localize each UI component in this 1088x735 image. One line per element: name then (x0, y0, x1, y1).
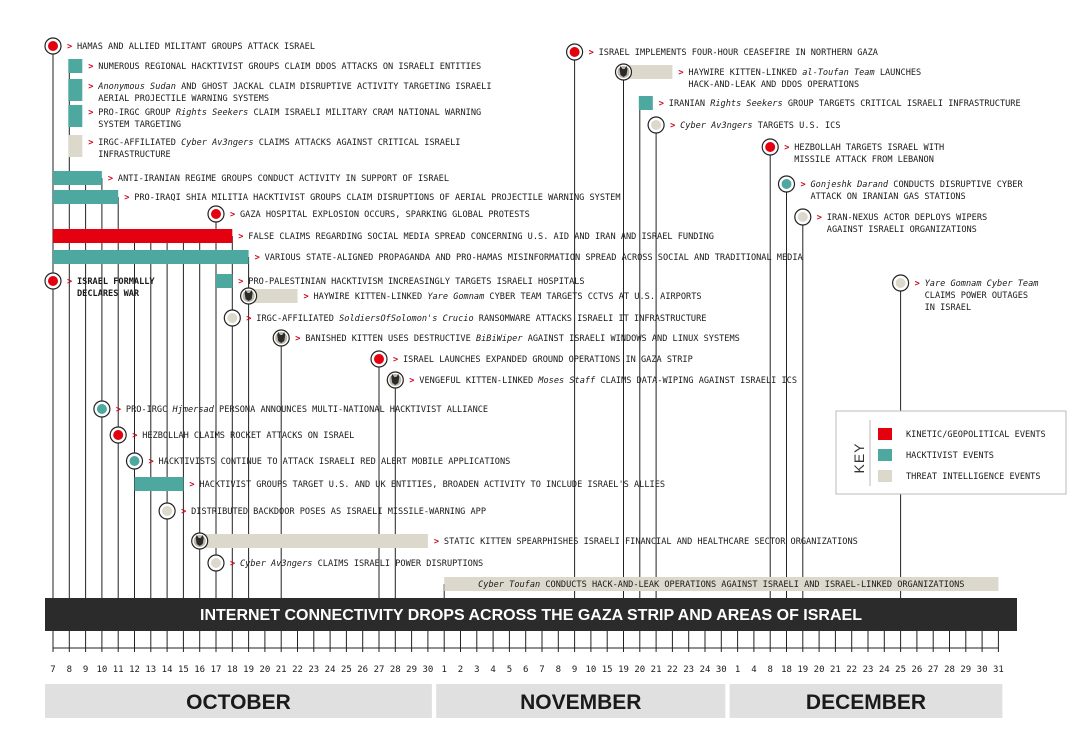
tick-label: 30 (976, 665, 988, 675)
event-marker-dot (227, 313, 237, 323)
event-label: VENGEFUL KITTEN-LINKED Moses Staff CLAIMS DATA-WIPING AGAINST ISRAELI ICS (419, 376, 798, 386)
event-label: Yare Gomnam Cyber Team CLAIMS POWER OUTAGES IN ISRAEL (924, 279, 1039, 313)
event-arrow: > (189, 480, 195, 490)
timeline-event (216, 274, 585, 288)
event-label: BANISHED KITTEN USES DESTRUCTIVE BiBiWiper AGAINST ISRAELI WINDOWS AND LINUX SYSTEMS (305, 334, 740, 344)
tick-label: 27 (927, 665, 939, 675)
tick-label: 22 (292, 665, 303, 675)
event-arrow: > (88, 108, 94, 118)
event-label: PRO-IRAQI SHIA MILITIA HACKTIVIST GROUPS CLAIM DISRUPTIONS OF AERIAL PROJECTILE WARNING SYSTEM (134, 193, 621, 203)
timeline-event (208, 206, 530, 222)
event-arrow: > (88, 138, 94, 148)
event-arrow: > (433, 537, 440, 547)
event-marker-dot (374, 354, 384, 364)
tick-label: 14 (161, 665, 173, 675)
event-bar (68, 79, 82, 101)
tick-label: 4 (490, 665, 496, 675)
tick-label: 24 (878, 665, 890, 675)
timeline-event (387, 372, 797, 388)
event-marker-dot (162, 506, 172, 516)
tick-label: 15 (177, 665, 189, 675)
event-label: HAYWIRE KITTEN-LINKED Yare Gomnam CYBER TEAM TARGETS CCTVS AT U.S. AIRPORTS (313, 292, 702, 302)
event-arrow: > (132, 431, 138, 441)
tick-label: 10 (96, 665, 108, 675)
event-label: FALSE CLAIMS REGARDING SOCIAL MEDIA SPREAD CONCERNING U.S. AID AND IRAN AND ISRAEL FUNDING (248, 232, 714, 242)
event-label: IRANIAN Rights Seekers GROUP TARGETS CRITICAL ISRAELI INFRASTRUCTURE (668, 99, 1021, 109)
event-label: HEZBOLLAH CLAIMS ROCKET ATTACKS ON ISRAEL (142, 431, 355, 441)
timeline-event (45, 38, 315, 54)
timeline-event (192, 533, 858, 549)
tick-label: 19 (618, 665, 629, 675)
event-label: ISRAEL LAUNCHES EXPANDED GROUND OPERATIONS IN GAZA STRIP (403, 355, 693, 365)
tick-label: 23 (683, 665, 695, 675)
timeline-event (639, 96, 1021, 110)
event-label: HACKTIVIST GROUPS TARGET U.S. AND UK ENTITIES, BROADEN ACTIVITY TO INCLUDE ISRAEL'S ALLIES (199, 480, 666, 490)
tick-label: 26 (911, 665, 923, 675)
timeline-event (371, 351, 693, 367)
tick-label: 19 (243, 665, 255, 675)
tick-label: 16 (194, 665, 206, 675)
tick-label: 24 (699, 665, 711, 675)
event-bar (68, 59, 82, 73)
event-arrow: > (246, 314, 252, 324)
legend-swatch (878, 449, 892, 461)
event-label: NUMEROUS REGIONAL HACKTIVIST GROUPS CLAIM DDOS ATTACKS ON ISRAELI ENTITIES (98, 62, 482, 72)
event-arrow: > (124, 193, 130, 203)
legend-label: THREAT INTELLIGENCE EVENTS (906, 472, 1041, 482)
tick-label: 3 (474, 665, 480, 675)
event-label: DISTRIBUTED BACKDOOR POSES AS ISRAELI MISSILE-WARNING APP (191, 507, 487, 517)
timeline-event (68, 105, 481, 130)
event-label: Cyber Av3ngers TARGETS U.S. ICS (680, 121, 841, 131)
event-arrow: > (816, 213, 822, 223)
tick-label: 23 (308, 665, 320, 675)
event-bar (68, 105, 82, 127)
tick-label: 21 (829, 665, 841, 675)
event-arrow: > (88, 82, 94, 92)
timeline-event (68, 135, 460, 160)
event-arrow: > (393, 355, 399, 365)
tick-label: 1 (441, 665, 447, 675)
tick-label: 5 (506, 665, 513, 675)
tick-label: 20 (259, 665, 271, 675)
tick-label: 23 (862, 665, 874, 675)
legend-key (836, 411, 1066, 494)
timeline-event (127, 453, 511, 469)
timeline-event (53, 171, 449, 185)
event-bar (53, 190, 118, 204)
legend-label: HACKTIVIST EVENTS (906, 451, 994, 461)
event-label: STATIC KITTEN SPEARPHISHES ISRAELI FINANCIAL AND HEALTHCARE SECTOR ORGANIZATIONS (443, 537, 858, 547)
connectivity-banner-text: INTERNET CONNECTIVITY DROPS ACROSS THE GAZA STRIP AND AREAS OF ISRAEL (200, 607, 862, 624)
event-label: Cyber Av3ngers CLAIMS ISRAELI POWER DISRUPTIONS (240, 559, 484, 569)
timeline-event (68, 79, 491, 104)
tick-label: 29 (406, 665, 418, 675)
tick-label: 8 (555, 665, 562, 675)
event-label: PRO-PALESTINIAN HACKTIVISM INCREASINGLY TARGETS ISRAELI HOSPITALS (248, 277, 585, 287)
tick-label: 21 (650, 665, 662, 675)
timeline-event (273, 330, 740, 346)
event-arrow: > (107, 174, 114, 184)
event-arrow: > (678, 68, 684, 78)
event-label: PRO-IRGC GROUP Rights Seekers CLAIM ISRAELI MILITARY CRAM NATIONAL WARNING SYSTEM TARGETING (98, 108, 482, 130)
timeline-event (241, 288, 702, 304)
event-bar (135, 477, 184, 491)
event-bar (53, 250, 249, 264)
tick-label: 25 (340, 665, 352, 675)
event-marker-dot (48, 276, 58, 286)
tick-label: 21 (275, 665, 287, 675)
event-arrow: > (238, 232, 244, 242)
tick-label: 6 (522, 665, 529, 675)
event-arrow: > (238, 277, 244, 287)
tick-label: 19 (797, 665, 809, 675)
event-marker-dot (211, 558, 221, 568)
tick-label: 20 (813, 665, 825, 675)
month-label: DECEMBER (805, 691, 927, 714)
timeline-event (616, 64, 922, 90)
event-marker-dot (896, 278, 906, 288)
timeline-event (45, 273, 155, 299)
event-label: HACKTIVISTS CONTINUE TO ATTACK ISRAELI RED ALERT MOBILE APPLICATIONS (158, 457, 511, 467)
timeline-event (53, 250, 804, 264)
timeline-event (94, 401, 488, 417)
tick-label: 30 (422, 665, 434, 675)
tick-label: 30 (715, 665, 727, 675)
tick-label: 22 (846, 665, 858, 675)
event-arrow: > (588, 48, 594, 58)
timeline-event (567, 44, 879, 60)
event-label: PRO-IRGC Hjmersad PERSONA ANNOUNCES MULTI-NATIONAL HACKTIVIST ALLIANCE (125, 405, 489, 415)
event-arrow: > (230, 210, 236, 220)
tick-label: 9 (571, 665, 578, 675)
event-bar (53, 229, 232, 243)
event-arrow: > (409, 376, 415, 386)
event-marker-dot (782, 179, 792, 189)
month-labels (45, 684, 1002, 718)
timeline-event (795, 209, 987, 235)
timeline-event (159, 503, 486, 519)
event-label: IRGC-AFFILIATED SoldiersOfSolomon's Crucio RANSOMWARE ATTACKS ISRAELI IT INFRASTRUCTURE (256, 314, 707, 324)
month-label: NOVEMBER (520, 691, 642, 714)
event-arrow: > (295, 334, 301, 344)
tick-label: 18 (781, 665, 792, 675)
tick-label: 31 (992, 665, 1004, 675)
timeline-event (444, 577, 998, 591)
event-arrow: > (670, 121, 676, 131)
event-label: ISRAEL IMPLEMENTS FOUR-HOUR CEASEFIRE IN NORTHERN GAZA (598, 48, 878, 58)
timeline-event (762, 139, 944, 165)
event-arrow: > (115, 405, 122, 415)
event-arrow: > (658, 99, 664, 109)
event-bar (68, 135, 82, 157)
tick-label: 27 (373, 665, 385, 675)
timeline-event (53, 190, 621, 204)
event-label: ISRAEL FORMALLY DECLARES WAR (77, 277, 155, 299)
event-bar (216, 274, 232, 288)
timeline-event (208, 555, 483, 571)
tick-label: 28 (944, 665, 955, 675)
event-marker-dot (97, 404, 107, 414)
event-marker-dot (765, 142, 775, 152)
event-label: HAMAS AND ALLIED MILITANT GROUPS ATTACK ISRAEL (77, 42, 315, 52)
date-axis (50, 631, 1004, 675)
tick-label: 11 (112, 665, 124, 675)
tick-label: 7 (539, 665, 545, 675)
tick-label: 28 (389, 665, 401, 675)
tick-label: 29 (960, 665, 972, 675)
event-marker-dot (130, 456, 140, 466)
tick-label: 4 (751, 665, 757, 675)
event-label: Cyber Toufan CONDUCTS HACK-AND-LEAK OPERATIONS AGAINST ISRAELI AND ISRAEL-LINKED ORGANIZATIONS (478, 580, 965, 590)
event-marker-dot (798, 212, 808, 222)
event-arrow: > (181, 507, 187, 517)
event-label: Gonjeshk Darand CONDUCTS DISRUPTIVE CYBER ATTACK ON IRANIAN GAS STATIONS (810, 180, 1023, 202)
event-bar (639, 96, 653, 110)
event-label: HAYWIRE KITTEN-LINKED al-Toufan Team LAUNCHES HACK-AND-LEAK AND DDOS OPERATIONS (688, 68, 922, 90)
tick-label: 25 (895, 665, 907, 675)
timeline-event (135, 477, 666, 491)
tick-label: 7 (50, 665, 56, 675)
event-bar (200, 534, 428, 548)
tick-label: 2 (457, 665, 464, 675)
event-label: HEZBOLLAH TARGETS ISRAEL WITH MISSILE ATTACK FROM LEBANON (794, 143, 945, 165)
tick-label: 26 (357, 665, 369, 675)
legend-swatch (878, 470, 892, 482)
event-arrow: > (67, 277, 73, 287)
event-arrow: > (914, 279, 920, 289)
tick-label: 17 (210, 665, 222, 675)
tick-label: 22 (666, 665, 678, 675)
event-arrow: > (254, 253, 260, 263)
event-label: IRGC-AFFILIATED Cyber Av3ngers CLAIMS ATTACKS AGAINST CRITICAL ISRAELI INFRASTRUCTURE (98, 138, 461, 160)
tick-label: 10 (585, 665, 597, 675)
event-marker-dot (48, 41, 58, 51)
tick-label: 8 (66, 665, 73, 675)
tick-label: 20 (634, 665, 646, 675)
tick-label: 24 (324, 665, 336, 675)
tick-label: 9 (82, 665, 89, 675)
event-marker-dot (211, 209, 221, 219)
event-marker-dot (651, 120, 661, 130)
event-arrow: > (148, 457, 154, 467)
timeline-event (779, 176, 1024, 202)
month-label: OCTOBER (186, 691, 291, 714)
timeline-event (648, 117, 840, 133)
legend-label: KINETIC/GEOPOLITICAL EVENTS (906, 430, 1046, 440)
event-label: IRAN-NEXUS ACTOR DEPLOYS WIPERS AGAINST ISRAELI ORGANIZATIONS (826, 213, 988, 235)
tick-label: 8 (767, 665, 773, 675)
event-marker-dot (570, 47, 580, 57)
event-label: ANTI-IRANIAN REGIME GROUPS CONDUCT ACTIVITY IN SUPPORT OF ISRAEL (117, 174, 450, 184)
event-arrow: > (88, 62, 94, 72)
timeline-event (53, 229, 714, 243)
tick-label: 15 (601, 665, 613, 675)
legend-title: KEY (851, 442, 867, 474)
tick-label: 12 (129, 665, 140, 675)
timeline-events (45, 38, 1038, 591)
event-arrow: > (784, 143, 790, 153)
tick-label: 18 (226, 665, 238, 675)
timeline-event (68, 59, 481, 73)
event-label: GAZA HOSPITAL EXPLOSION OCCURS, SPARKING GLOBAL PROTESTS (240, 210, 530, 220)
timeline-event (224, 310, 706, 326)
legend-swatch (878, 428, 892, 440)
event-arrow: > (67, 42, 73, 52)
event-bar (53, 171, 102, 185)
timeline-event (893, 275, 1039, 313)
tick-label: 13 (145, 665, 157, 675)
event-marker-dot (113, 430, 123, 440)
event-arrow: > (800, 180, 806, 190)
event-label: VARIOUS STATE-ALIGNED PROPAGANDA AND PRO-HAMAS MISINFORMATION SPREAD ACROSS SOCIAL AND TRADITIONAL MEDIA (264, 253, 803, 263)
event-label: Anonymous Sudan AND GHOST JACKAL CLAIM DISRUPTIVE ACTIVITY TARGETING ISRAELI AERIAL PROJECTILE WARNING SYSTEMS (98, 82, 492, 104)
event-arrow: > (230, 559, 236, 569)
event-arrow: > (303, 292, 309, 302)
tick-label: 1 (734, 665, 741, 675)
